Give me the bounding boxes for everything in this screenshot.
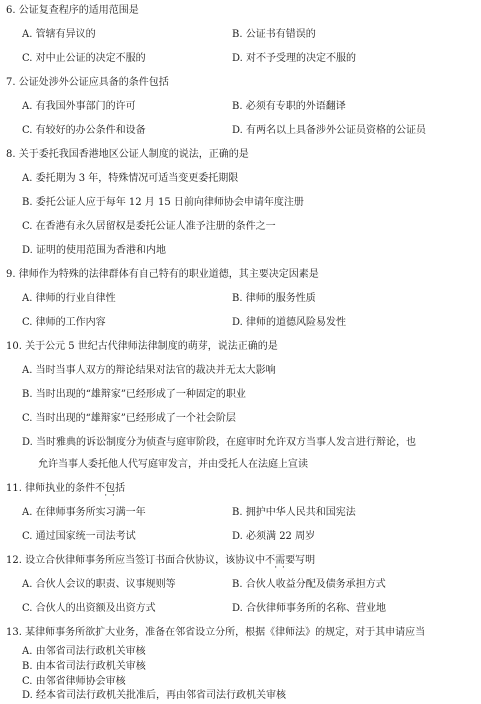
question-12-option-d: D. 合伙律师事务所的名称、营业地	[232, 603, 387, 614]
question-11-option-b: B. 拥护中华人民共和国宪法	[232, 507, 356, 518]
question-10-stem: 10. 关于公元 5 世纪古代律师法律制度的萌芽，说法正确的是	[6, 341, 278, 352]
question-7-option-a: A. 有我国外事部门的许可	[22, 101, 136, 112]
question-13-option-d: D. 经本省司法行政机关批准后，再由邻省司法行政机关审核	[22, 690, 287, 701]
question-7-stem: 7. 公证处涉外公证应具备的条件包括	[6, 77, 169, 88]
question-11-option-a: A. 在律师事务所实习满一年	[22, 507, 146, 518]
question-13-option-b: B. 由本省司法行政机关审核	[22, 661, 146, 672]
question-7-option-b: B. 必须有专职的外语翻译	[232, 101, 346, 112]
question-9-option-d: D. 律师的道德风险易发性	[232, 317, 347, 328]
question-6-option-b: B. 公证书有错误的	[232, 29, 316, 40]
question-9-option-c: C. 律师的工作内容	[22, 317, 106, 328]
question-7-option-d: D. 有两名以上具备涉外公证员资格的公证员	[232, 125, 427, 136]
question-12-emphasis: 不需要 · ·	[265, 555, 295, 566]
question-6-option-c: C. 对中止公证的决定不服的	[22, 53, 146, 64]
question-9-stem: 9. 律师作为特殊的法律群体有自己特有的职业道德，其主要决定因素是	[6, 269, 319, 280]
question-12-option-b: B. 合伙人收益分配及债务承担方式	[232, 579, 386, 590]
question-13-stem: 13. 某律师事务所欲扩大业务，准备在邻省设立分所，根据《律师法》的规定，对于其申请应当	[6, 627, 426, 638]
question-9-option-a: A. 律师的行业自律性	[22, 293, 116, 304]
question-6-stem: 6. 公证复查程序的适用范围是	[6, 5, 139, 16]
question-12-option-a: A. 合伙人会议的职责、议事规则等	[22, 579, 176, 590]
question-8-option-a: A. 委托期为 3 年，特殊情况可适当变更委托期限	[22, 173, 239, 184]
question-9-option-b: B. 律师的服务性质	[232, 293, 316, 304]
question-13-option-c: C. 由邻省律师协会审核	[22, 676, 126, 687]
question-10-option-d-continuation: 允许当事人委托他人代写庭审发言，并由受托人在法庭上宣读	[38, 459, 308, 470]
question-6-option-d: D. 对不予受理的决定不服的	[232, 53, 357, 64]
question-11-emphasis: 不包括 · ·	[95, 483, 125, 494]
question-10-option-a: A. 当时当事人双方的辩论结果对法官的裁决并无太大影响	[22, 365, 276, 376]
question-12-option-c: C. 合伙人的出资额及出资方式	[22, 603, 156, 614]
question-11-stem	[6, 482, 125, 496]
question-8-option-b: B. 委托公证人应于每年 12 月 15 日前向律师协会申请年度注册	[22, 197, 304, 208]
question-12-stem-text: 12. 设立合伙律师事务所应当签订书面合伙协议，该协议中	[6, 555, 266, 566]
question-13-option-a: A. 由邻省司法行政机关审核	[22, 646, 146, 657]
question-8-option-c: C. 在香港有永久居留权是委托公证人准予注册的条件之一	[22, 221, 276, 232]
question-7-option-c: C. 有较好的办公条件和设备	[22, 125, 146, 136]
question-11-option-d: D. 必须满 22 周岁	[232, 531, 316, 542]
question-11-option-c: C. 通过国家统一司法考试	[22, 531, 136, 542]
question-10-option-c: C. 当时出现的“雄辩家”已经形成了一个社会阶层	[22, 413, 236, 424]
question-8-option-d: D. 证明的使用范围为香港和内地	[22, 245, 167, 256]
question-12-stem	[6, 554, 315, 568]
question-6-option-a: A. 管辖有异议的	[22, 29, 96, 40]
question-11-stem-text: 11. 律师执业的条件	[6, 483, 96, 494]
question-10-option-d: D. 当时雅典的诉讼制度分为侦查与庭审阶段，在庭审时允许双方当事人发言进行辩论，也	[22, 437, 417, 448]
question-8-stem: 8. 关于委托我国香港地区公证人制度的说法，正确的是	[6, 149, 249, 160]
question-12-stem-tail: 写明	[295, 555, 316, 566]
question-10-option-b: B. 当时出现的“雄辩家”已经形成了一种固定的职业	[22, 389, 246, 400]
